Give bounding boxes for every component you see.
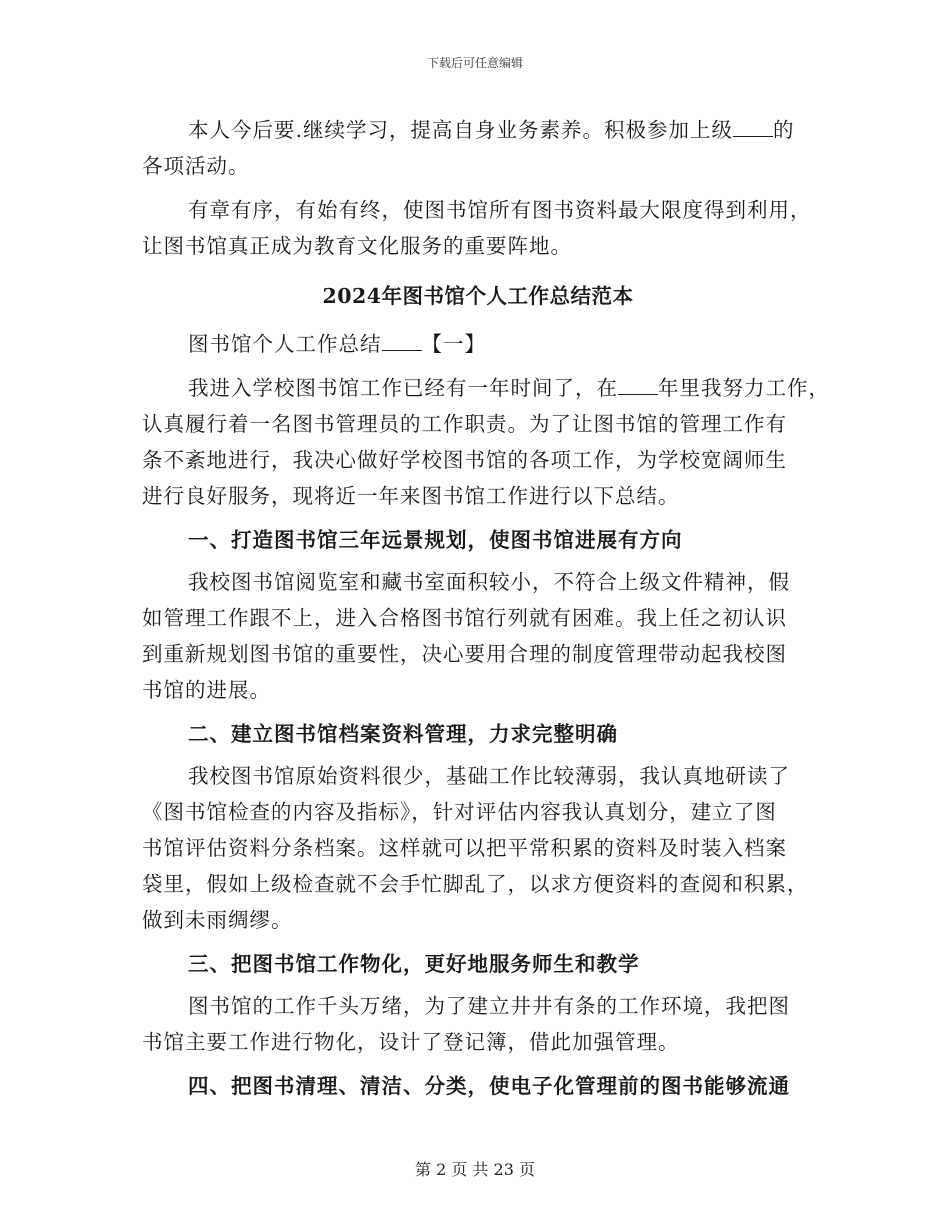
blank-underline <box>733 116 773 137</box>
text-line: 如管理工作跟不上，进入合格图书馆行列就有困难。我上任之初认识 <box>142 606 787 630</box>
text-line: 《图书馆检查的内容及指标》，针对评估内容我认真划分，建立了图 <box>142 800 777 824</box>
page-header: 下载后可任意编辑 <box>426 56 523 70</box>
text-line: 条不紊地进行，我决心做好学校图书馆的各项工作，为学校宽阔师生 <box>142 448 787 472</box>
document-title: 2024年图书馆个人工作总结范本 <box>322 284 634 308</box>
text-line: 有章有序，有始有终，使图书馆所有图书资料最大限度得到利用， <box>188 198 812 222</box>
blank-underline <box>382 330 422 351</box>
paragraph-section-1 <box>142 564 814 708</box>
paragraph-section-2 <box>142 758 814 938</box>
section-heading-2: 二、建立图书馆档案资料管理，力求完整明确 <box>188 722 618 746</box>
page-footer: 第 2 页 共 23 页 <box>415 1160 535 1179</box>
text-line: 图书馆个人工作总结 <box>188 332 382 356</box>
text-line: 认真履行着一名图书管理员的工作职责。为了让图书馆的管理工作有 <box>142 412 787 436</box>
text-line: 袋里，假如上级检查就不会手忙脚乱了，以求方便资料的查阅和积累， <box>142 872 809 896</box>
text-line: 我校图书馆原始资料很少，基础工作比较薄弱，我认真地研读了 <box>188 764 790 788</box>
document-body <box>142 112 830 1110</box>
text-line: 书馆评估资料分条档案。这样就可以把平常积累的资料及时装入档案 <box>142 836 787 860</box>
paragraph-intro <box>142 370 830 514</box>
paragraph-continue-learning <box>142 112 814 184</box>
text-line: 本人今后要.继续学习，提高自身业务素养。积极参加上级 <box>188 118 734 142</box>
section-heading-4: 四、把图书清理、清洁、分类，使电子化管理前的图书能够流通 <box>188 1074 790 1098</box>
text-line: 我校图书馆阅览室和藏书室面积较小，不符合上级文件精神，假 <box>188 570 790 594</box>
text-line: 各项活动。 <box>142 154 250 178</box>
text-line: 让图书馆真正成为教育文化服务的重要阵地。 <box>142 234 572 258</box>
section-heading-1: 一、打造图书馆三年远景规划，使图书馆进展有方向 <box>188 528 683 552</box>
text-line: 做到未雨绸缪。 <box>142 908 293 932</box>
text-line: 书馆的进展。 <box>142 678 271 702</box>
text-line: 的 <box>773 118 795 142</box>
paragraph-subtitle <box>142 326 814 362</box>
text-line: 年里我努力工作， <box>658 376 830 400</box>
blank-underline <box>618 374 658 395</box>
text-line: 到重新规划图书馆的重要性，决心要用合理的制度管理带动起我校图 <box>142 642 787 666</box>
section-marker: 【一】 <box>421 332 486 356</box>
text-line: 书馆主要工作进行物化，设计了登记簿，借此加强管理。 <box>142 1030 680 1054</box>
text-line: 进行良好服务，现将近一年来图书馆工作进行以下总结。 <box>142 484 680 508</box>
paragraph-library-use <box>142 192 814 264</box>
text-line: 我进入学校图书馆工作已经有一年时间了，在 <box>188 376 618 400</box>
text-line: 图书馆的工作千头万绪，为了建立井井有条的工作环境，我把图 <box>188 994 790 1018</box>
section-heading-3: 三、把图书馆工作物化，更好地服务师生和教学 <box>188 952 640 976</box>
paragraph-section-3 <box>142 988 814 1060</box>
